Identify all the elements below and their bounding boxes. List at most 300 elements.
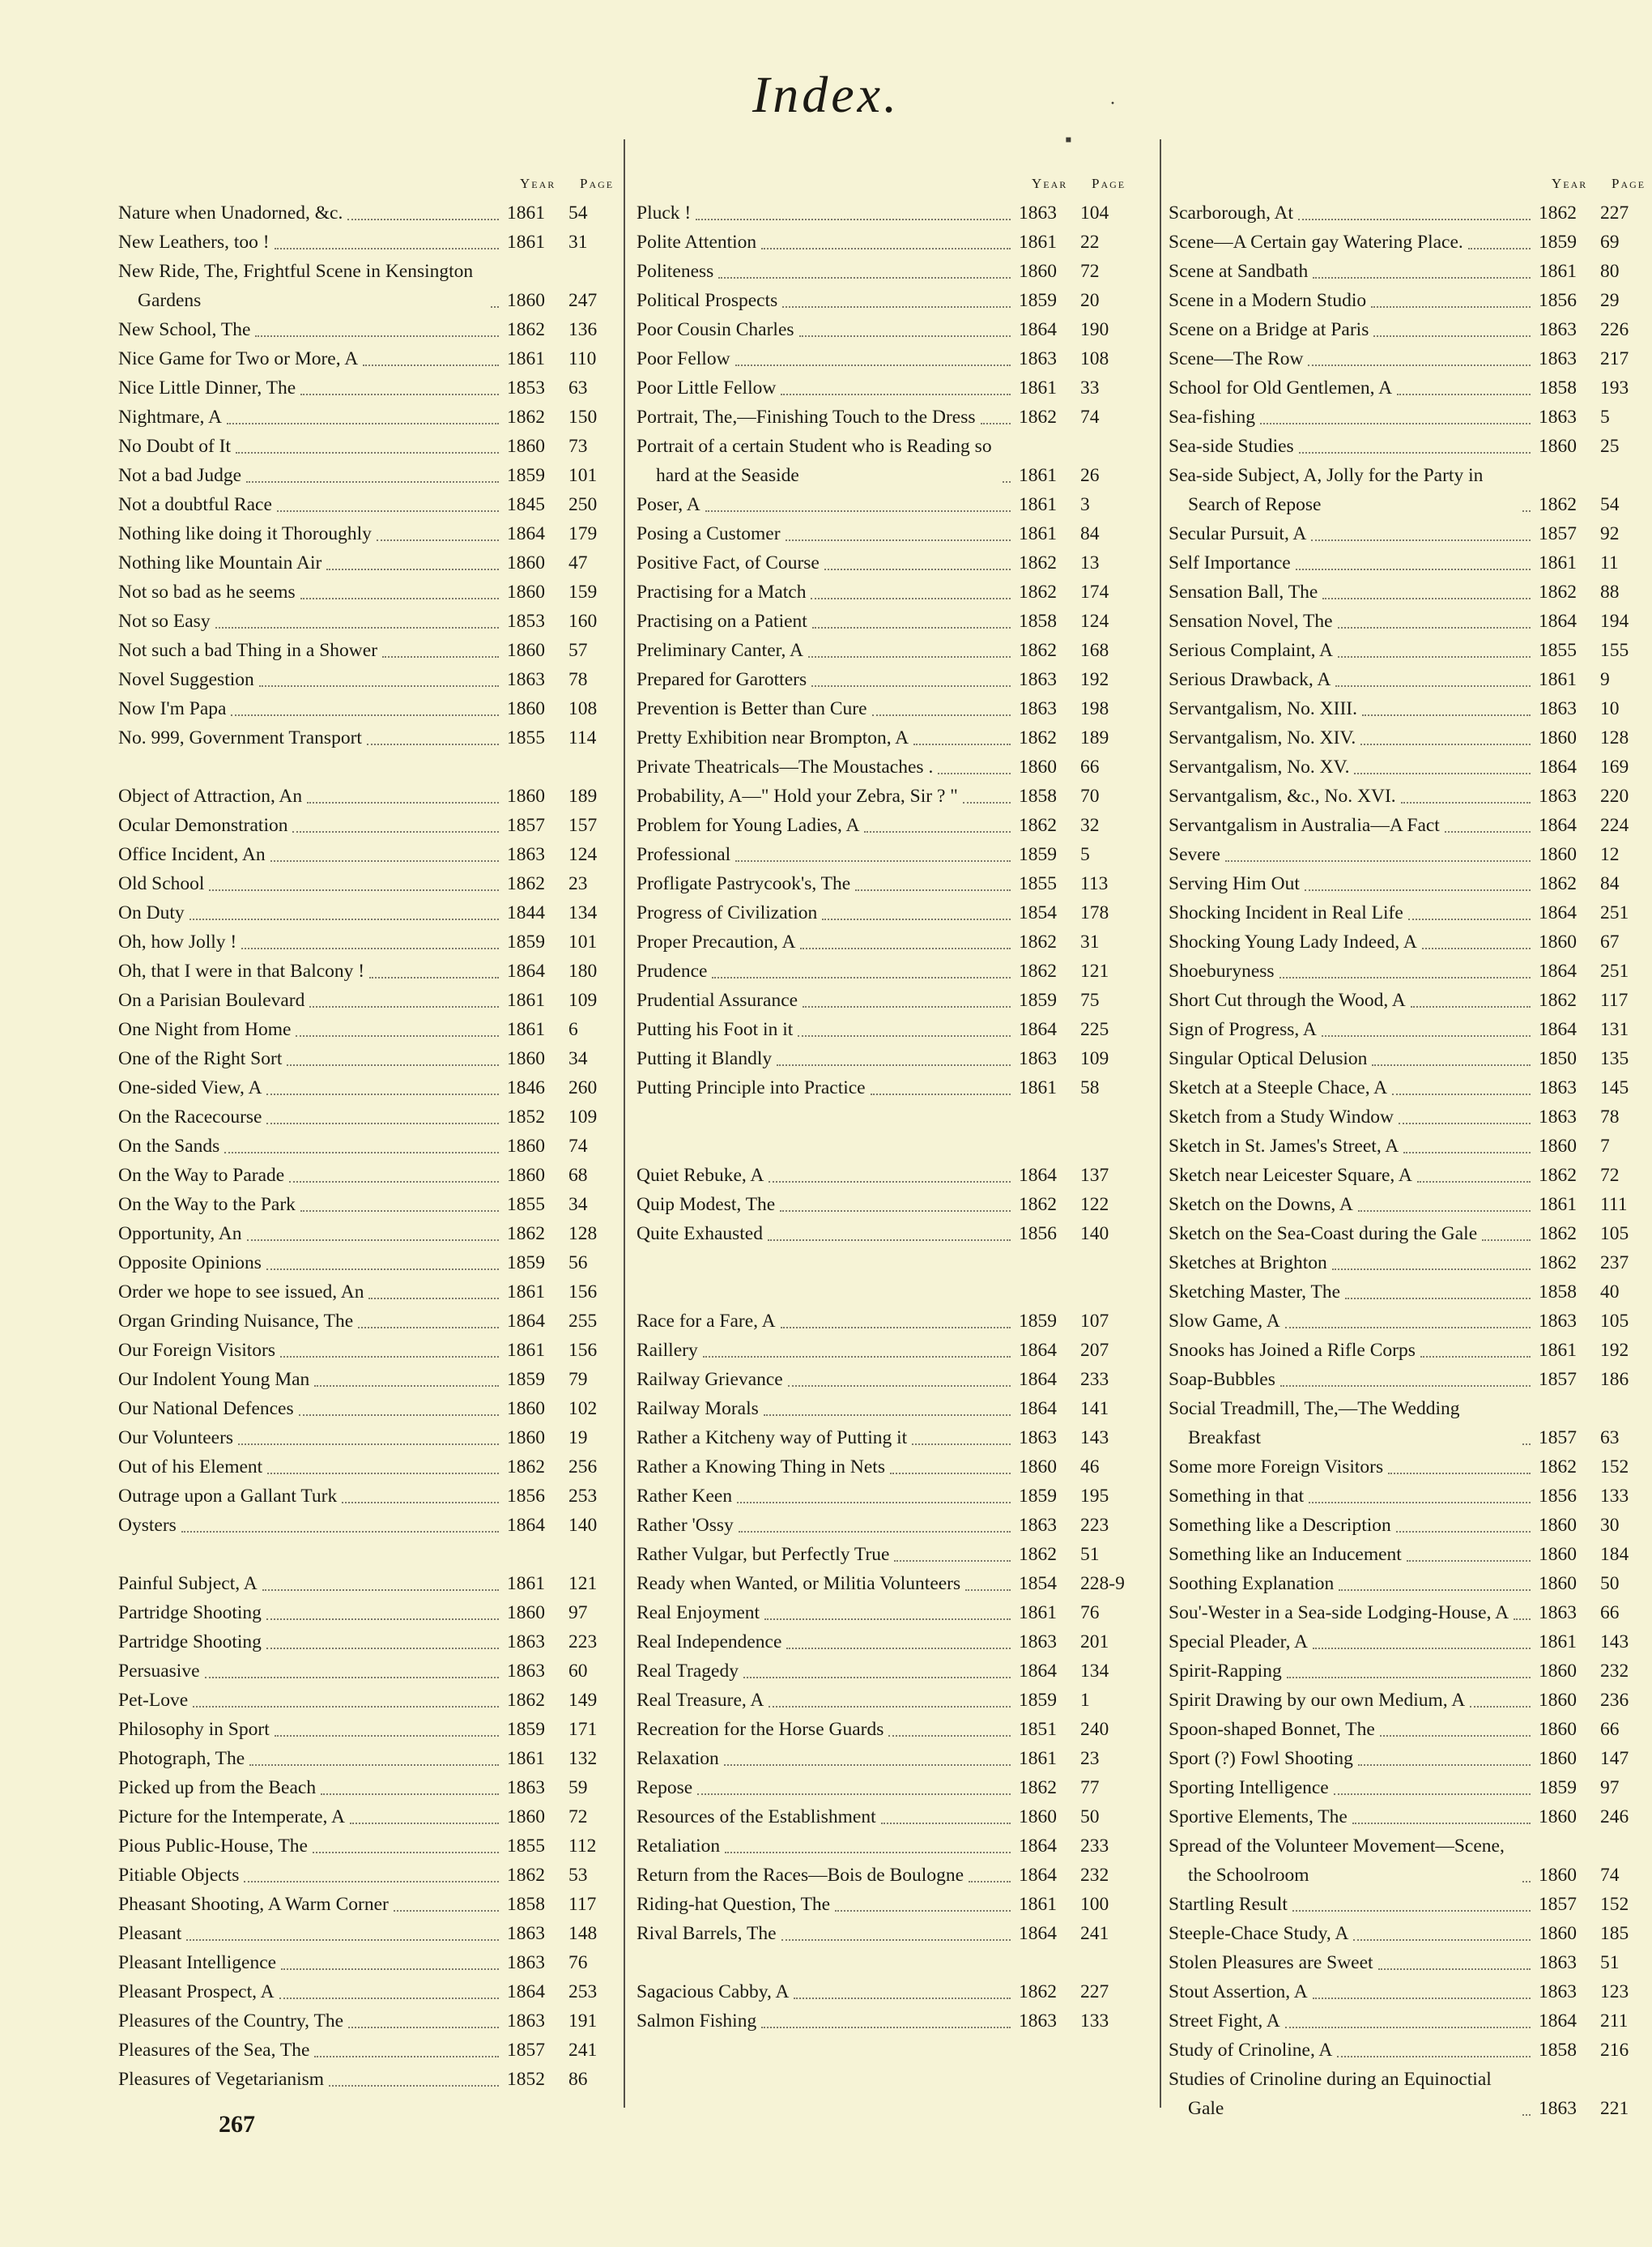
entry-title: Poor Cousin Charles <box>637 319 794 340</box>
index-entry <box>1169 782 1652 811</box>
leader-dots <box>1313 1648 1531 1649</box>
entry-title: Salmon Fishing <box>637 2010 757 2032</box>
entry-title: Sporting Intelligence <box>1169 1777 1329 1798</box>
entry-title: Sea-side Subject, A, Jolly for the Party in Search of Repose <box>1169 465 1484 515</box>
leader-dots <box>780 1210 1011 1212</box>
entry-year: 1864 <box>1019 319 1057 340</box>
index-entry <box>118 1919 620 1948</box>
entry-title-cell <box>637 782 1019 811</box>
index-entry <box>637 1598 1132 1627</box>
entry-page: 77 <box>1080 1777 1100 1798</box>
entry-page: 227 <box>1080 1981 1109 2002</box>
year-header: Year <box>1032 176 1068 191</box>
leader-dots <box>697 1793 1011 1795</box>
entry-title-cell <box>1169 840 1539 869</box>
entry-year: 1860 <box>1539 844 1577 865</box>
index-entry <box>118 986 620 1015</box>
entry-page: 140 <box>1080 1223 1109 1244</box>
entry-title-cell <box>637 723 1019 753</box>
leader-dots <box>266 1123 499 1124</box>
leader-dots <box>369 977 499 979</box>
entry-title: Our Volunteers <box>118 1427 234 1448</box>
entry-page: 88 <box>1600 582 1620 603</box>
entry-year: 1861 <box>507 232 545 253</box>
entry-title-cell <box>637 927 1019 957</box>
entry-title: Pleasant Intelligence <box>118 1952 277 1973</box>
entry-title-cell <box>1169 607 1539 636</box>
entry-title: Soothing Explanation <box>1169 1573 1335 1594</box>
entry-page: 136 <box>568 319 598 340</box>
entry-year: 1862 <box>1539 494 1577 515</box>
entry-title-cell <box>637 840 1019 869</box>
leader-dots <box>1468 248 1531 249</box>
leader-dots <box>267 1473 499 1474</box>
entry-title-cell <box>637 1540 1019 1569</box>
index-entry <box>118 665 620 694</box>
entry-title: Partridge Shooting <box>118 1631 262 1652</box>
entry-page: 178 <box>1080 902 1109 923</box>
entry-year: 1855 <box>507 1836 545 1857</box>
index-entry <box>1169 1627 1652 1656</box>
leader-dots <box>725 1852 1011 1853</box>
index-entry <box>1169 403 1652 432</box>
entry-title-cell <box>1169 753 1539 782</box>
leader-dots <box>350 1823 499 1824</box>
entry-title: Pleasures of Vegetarianism <box>118 2069 325 2090</box>
entry-title: Soap-Bubbles <box>1169 1369 1275 1390</box>
index-entry <box>1169 665 1652 694</box>
entry-title: Persuasive <box>118 1661 200 1682</box>
entry-title: Oh, that I were in that Balcony ! <box>118 961 365 982</box>
entry-title: Sketching Master, The <box>1169 1281 1341 1303</box>
index-entry <box>1169 286 1652 315</box>
leader-dots <box>1225 860 1531 862</box>
index-entry <box>1169 1919 1652 1948</box>
entry-year: 1862 <box>1019 1544 1057 1565</box>
entry-year: 1862 <box>1019 815 1057 836</box>
leader-dots <box>1003 481 1011 483</box>
index-entry <box>1169 811 1652 840</box>
entry-title-cell <box>1169 1365 1539 1394</box>
entry-page: 122 <box>1080 1194 1109 1215</box>
entry-page: 128 <box>568 1223 598 1244</box>
entry-year: 1860 <box>1539 932 1577 953</box>
entry-page: 113 <box>1080 873 1109 894</box>
index-entry <box>1169 607 1652 636</box>
entry-title-cell <box>118 1044 507 1073</box>
index-entry <box>637 1919 1132 1948</box>
entry-page: 50 <box>1600 1573 1620 1594</box>
leader-dots <box>764 1618 1011 1620</box>
entry-page: 255 <box>568 1311 598 1332</box>
index-entry <box>118 1569 620 1598</box>
entry-year: 1864 <box>1019 1398 1057 1419</box>
entry-page: 220 <box>1600 786 1629 807</box>
entry-year: 1856 <box>1539 290 1577 311</box>
leader-dots <box>808 656 1011 658</box>
entry-title: Organ Grinding Nuisance, The <box>118 1311 354 1332</box>
entry-year: 1862 <box>1539 1165 1577 1186</box>
index-entry <box>1169 1102 1652 1132</box>
index-entry <box>1169 1015 1652 1044</box>
leader-dots <box>855 889 1011 891</box>
entry-title-cell <box>1169 1540 1539 1569</box>
entry-year: 1852 <box>507 1106 545 1128</box>
entry-page: 128 <box>1600 727 1629 748</box>
entry-title-cell <box>637 315 1019 344</box>
entry-title: Shocking Incident in Real Life <box>1169 902 1403 923</box>
entry-title: Sketch in St. James's Street, A <box>1169 1136 1399 1157</box>
leader-dots <box>913 744 1011 745</box>
entry-title: Prevention is Better than Cure <box>637 698 867 719</box>
entry-year: 1861 <box>507 203 545 224</box>
entry-title-cell <box>637 1861 1019 1890</box>
entry-title: Study of Crinoline, A <box>1169 2040 1333 2061</box>
index-entry <box>1169 1802 1652 1831</box>
entry-title: Office Incident, An <box>118 844 266 865</box>
entry-year: 1860 <box>507 552 545 573</box>
page-header: Page <box>580 176 615 191</box>
entry-title-cell <box>1169 198 1539 228</box>
entry-title-cell <box>637 957 1019 986</box>
index-entry <box>118 519 620 548</box>
entry-year: 1845 <box>507 494 545 515</box>
index-entry <box>637 753 1132 782</box>
entry-title: Picked up from the Beach <box>118 1777 317 1798</box>
index-entry <box>1169 1686 1652 1715</box>
entry-title-cell <box>637 1423 1019 1452</box>
leader-dots <box>1514 1618 1531 1620</box>
entry-year: 1863 <box>1019 2010 1057 2032</box>
leader-dots <box>326 569 499 570</box>
entry-title-cell <box>637 1919 1019 1948</box>
leader-dots <box>1373 335 1531 337</box>
entry-page: 10 <box>1600 698 1620 719</box>
entry-year: 1863 <box>1539 1077 1577 1098</box>
index-entry <box>637 957 1132 986</box>
entry-title-cell <box>1169 373 1539 403</box>
entry-year: 1864 <box>1019 1923 1057 1944</box>
leader-dots <box>737 1502 1011 1503</box>
index-entry <box>118 432 620 461</box>
entry-page: 149 <box>568 1690 598 1711</box>
entry-title-cell <box>637 432 1019 490</box>
index-entry <box>637 636 1132 665</box>
entry-year: 1863 <box>1019 1048 1057 1069</box>
entry-title-cell <box>118 344 507 373</box>
entry-page: 109 <box>1080 1048 1109 1069</box>
entry-title-cell <box>1169 694 1539 723</box>
entry-title-cell <box>118 1656 507 1686</box>
leader-dots <box>1358 1210 1531 1212</box>
entry-title: Servantgalism, &c., No. XVI. <box>1169 786 1396 807</box>
index-entry <box>1169 344 1652 373</box>
index-entry <box>1169 1773 1652 1802</box>
leader-dots <box>881 1823 1011 1824</box>
leader-dots <box>781 1939 1011 1941</box>
entry-title: Nature when Unadorned, &c. <box>118 203 343 224</box>
entry-title: Our Indolent Young Man <box>118 1369 310 1390</box>
entry-year: 1855 <box>507 727 545 748</box>
entry-year: 1864 <box>507 961 545 982</box>
entry-page: 29 <box>1600 290 1620 311</box>
entry-title-cell <box>118 228 507 257</box>
entry-page: 168 <box>1080 640 1109 661</box>
leader-dots <box>1399 1123 1531 1124</box>
section-gap <box>637 1102 1132 1132</box>
entry-title-cell <box>637 198 1019 228</box>
entry-page: 74 <box>1080 407 1100 428</box>
page-number: 267 <box>219 2111 255 2138</box>
leader-dots <box>1408 919 1531 920</box>
leader-dots <box>247 1239 499 1241</box>
entry-title-cell <box>118 1248 507 1277</box>
entry-page: 5 <box>1080 844 1090 865</box>
entry-title: One of the Right Sort <box>118 1048 283 1069</box>
entry-page: 58 <box>1080 1077 1100 1098</box>
entry-title: Poser, A <box>637 494 700 515</box>
entry-year: 1860 <box>1539 727 1577 748</box>
column-divider <box>624 139 625 2108</box>
entry-title: Sea-fishing <box>1169 407 1256 428</box>
section-gap <box>637 1248 1132 1277</box>
entry-year: 1864 <box>1539 757 1577 778</box>
entry-title-cell <box>637 694 1019 723</box>
index-entry <box>118 869 620 898</box>
leader-dots <box>718 277 1011 279</box>
entry-title: Posing a Customer <box>637 523 781 544</box>
entry-title-cell <box>118 315 507 344</box>
entry-year: 1859 <box>507 1369 545 1390</box>
entry-page: 73 <box>568 436 588 457</box>
leader-dots <box>241 948 499 949</box>
leader-dots <box>1407 1560 1531 1562</box>
entry-page: 34 <box>568 1194 588 1215</box>
entry-page: 1 <box>1080 1690 1090 1711</box>
index-entry <box>637 257 1132 286</box>
entry-page: 134 <box>1080 1661 1109 1682</box>
entry-year: 1863 <box>1539 319 1577 340</box>
entry-page: 68 <box>568 1165 588 1186</box>
entry-title: Quip Modest, The <box>637 1194 776 1215</box>
index-entry <box>637 1686 1132 1715</box>
index-entry <box>1169 1452 1652 1482</box>
entry-year: 1859 <box>1019 1690 1057 1711</box>
index-entry <box>1169 373 1652 403</box>
entry-year: 1863 <box>1019 348 1057 369</box>
entry-year: 1858 <box>1019 611 1057 632</box>
index-entry <box>1169 1890 1652 1919</box>
entry-year: 1859 <box>507 1719 545 1740</box>
entry-title-cell <box>118 927 507 957</box>
entry-title-cell <box>1169 1336 1539 1365</box>
leader-dots <box>1296 569 1531 570</box>
leader-dots <box>309 1006 499 1008</box>
entry-title: New Ride, The, Frightful Scene in Kensington Gardens <box>118 261 474 311</box>
leader-dots <box>1422 948 1531 949</box>
leader-dots <box>800 948 1011 949</box>
entry-page: 211 <box>1600 2010 1629 2032</box>
leader-dots <box>1522 1443 1531 1445</box>
index-entry <box>118 1044 620 1073</box>
entry-title-cell <box>118 548 507 578</box>
entry-year: 1864 <box>1539 1019 1577 1040</box>
entry-year: 1861 <box>1539 1194 1577 1215</box>
entry-title: Partridge Shooting <box>118 1602 262 1623</box>
index-entry <box>118 344 620 373</box>
leader-dots <box>764 1414 1011 1416</box>
entry-title: Quiet Rebuke, A <box>637 1165 764 1186</box>
entry-year: 1859 <box>1019 990 1057 1011</box>
entry-page: 105 <box>1600 1223 1629 1244</box>
index-entry <box>118 1452 620 1482</box>
entry-title-cell <box>118 1773 507 1802</box>
entry-title-cell <box>1169 1890 1539 1919</box>
entry-year: 1863 <box>1019 669 1057 690</box>
entry-title-cell <box>637 403 1019 432</box>
index-entry <box>118 1073 620 1102</box>
entry-title-cell <box>118 869 507 898</box>
entry-title-cell <box>1169 1656 1539 1686</box>
index-entry <box>637 373 1132 403</box>
entry-title-cell <box>118 840 507 869</box>
entry-title: Private Theatricals—The Moustaches . <box>637 757 934 778</box>
entry-title: Profligate Pastrycook's, The <box>637 873 851 894</box>
leader-dots <box>329 2085 499 2087</box>
entry-year: 1864 <box>1539 961 1577 982</box>
entry-page: 233 <box>1080 1369 1109 1390</box>
entry-title: Pleasures of the Sea, The <box>118 2040 310 2061</box>
entry-title: Not such a bad Thing in a Shower <box>118 640 378 661</box>
entry-title-cell <box>1169 1219 1539 1248</box>
entry-title: Servantgalism, No. XIII. <box>1169 698 1357 719</box>
entry-year: 1860 <box>1019 261 1057 282</box>
entry-title-cell <box>118 1715 507 1744</box>
entry-year: 1864 <box>1539 902 1577 923</box>
entry-page: 253 <box>568 1486 598 1507</box>
entry-year: 1863 <box>507 1631 545 1652</box>
entry-title: Ready when Wanted, or Militia Volunteers <box>637 1573 961 1594</box>
entry-page: 63 <box>568 377 588 399</box>
entry-title-cell <box>1169 432 1539 461</box>
entry-year: 1862 <box>1539 1223 1577 1244</box>
leader-dots <box>894 1560 1011 1562</box>
leader-dots <box>1337 2056 1531 2057</box>
entry-title: Oh, how Jolly ! <box>118 932 237 953</box>
entry-year: 1852 <box>507 2069 545 2090</box>
entry-title-cell <box>637 1715 1019 1744</box>
index-entry <box>1169 2065 1652 2123</box>
entry-title-cell <box>118 1744 507 1773</box>
entry-title: Secular Pursuit, A <box>1169 523 1307 544</box>
leader-dots <box>205 1677 499 1678</box>
index-entry <box>118 1394 620 1423</box>
entry-year: 1863 <box>507 669 545 690</box>
entry-year: 1860 <box>1539 1136 1577 1157</box>
leader-dots <box>786 539 1011 541</box>
entry-title: Object of Attraction, An <box>118 786 303 807</box>
entry-page: 160 <box>568 611 598 632</box>
entry-title: Philosophy in Sport <box>118 1719 270 1740</box>
entry-title: Problem for Young Ladies, A <box>637 815 860 836</box>
entry-year: 1860 <box>1539 1923 1577 1944</box>
entry-title-cell <box>637 373 1019 403</box>
leader-dots <box>266 1094 499 1095</box>
leader-dots <box>181 1531 499 1533</box>
leader-dots <box>382 656 499 658</box>
index-entry <box>1169 1190 1652 1219</box>
entry-page: 34 <box>568 1048 588 1069</box>
entry-page: 193 <box>1600 377 1629 399</box>
entry-page: 72 <box>1080 261 1100 282</box>
entry-year: 1860 <box>507 1165 545 1186</box>
entry-page: 74 <box>1600 1865 1620 1886</box>
entry-year: 1860 <box>1019 1456 1057 1477</box>
index-entry <box>1169 1336 1652 1365</box>
entry-title: Steeple-Chace Study, A <box>1169 1923 1349 1944</box>
entry-page: 102 <box>568 1398 598 1419</box>
index-entry <box>118 257 620 315</box>
leader-dots <box>277 510 499 512</box>
leader-dots <box>231 714 499 716</box>
entry-page: 13 <box>1080 552 1100 573</box>
entry-title-cell <box>118 432 507 461</box>
index-entry <box>118 1802 620 1831</box>
entry-title: Spirit-Rapping <box>1169 1661 1282 1682</box>
index-entry <box>1169 198 1652 228</box>
entry-title-cell <box>637 1802 1019 1831</box>
entry-page: 78 <box>568 669 588 690</box>
entry-year: 1858 <box>1539 1281 1577 1303</box>
entry-title: Photograph, The <box>118 1748 245 1769</box>
leader-dots <box>1338 627 1531 629</box>
entry-title: Painful Subject, A <box>118 1573 258 1594</box>
entry-page: 80 <box>1600 261 1620 282</box>
entry-page: 6 <box>568 1019 578 1040</box>
entry-page: 184 <box>1600 1544 1629 1565</box>
section-gap <box>118 1540 620 1569</box>
entry-page: 121 <box>568 1573 598 1594</box>
entry-page: 53 <box>568 1865 588 1886</box>
entry-title: Sea-side Studies <box>1169 436 1294 457</box>
entry-page: 186 <box>1600 1369 1629 1390</box>
entry-year: 1861 <box>507 1340 545 1361</box>
section-gap <box>118 753 620 782</box>
leader-dots <box>189 919 499 920</box>
entry-title-cell <box>118 1336 507 1365</box>
entry-page: 195 <box>1080 1486 1109 1507</box>
entry-page: 47 <box>568 552 588 573</box>
entry-year: 1858 <box>507 1894 545 1915</box>
entry-year: 1860 <box>507 1806 545 1827</box>
leader-dots <box>292 831 499 833</box>
leader-dots <box>1522 2114 1531 2116</box>
column-header <box>118 174 620 198</box>
entry-page: 104 <box>1080 203 1109 224</box>
entry-page: 227 <box>1600 203 1629 224</box>
entry-page: 147 <box>1600 1748 1629 1769</box>
index-entry <box>118 782 620 811</box>
entry-page: 54 <box>568 203 588 224</box>
entry-title: Slow Game, A <box>1169 1311 1280 1332</box>
entry-title-cell <box>1169 1044 1539 1073</box>
entry-page: 70 <box>1080 786 1100 807</box>
entry-year: 1857 <box>1539 1894 1577 1915</box>
entry-page: 111 <box>1600 1194 1628 1215</box>
entry-year: 1859 <box>1019 1311 1057 1332</box>
leader-dots <box>266 1648 499 1649</box>
entry-year: 1859 <box>1019 1486 1057 1507</box>
